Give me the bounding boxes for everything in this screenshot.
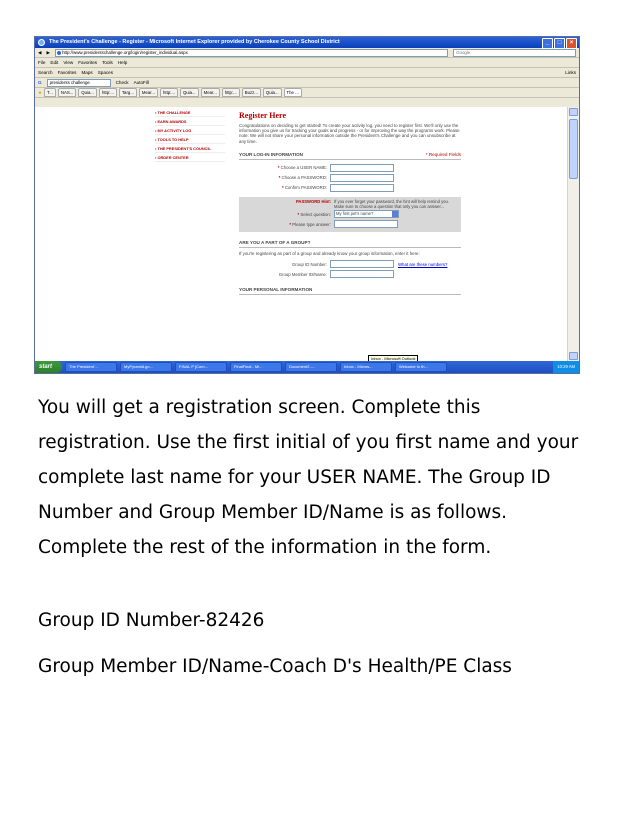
left-navigation [155, 108, 225, 162]
tab[interactable]: Mear... [201, 88, 220, 97]
start-button[interactable]: start [35, 361, 62, 373]
google-toolbar [35, 78, 579, 88]
instructions-paragraph: You will get a registration screen. Complete this registration. Use the first initial of you first name and your complete last name for your USER NAME. The Group ID Number and Group Member ID/Name is as follows. Complete the rest of the information in the form. [38, 397, 579, 558]
nav-tools-to-help[interactable]: • TOOLS TO HELP [155, 135, 225, 144]
answer-input[interactable] [334, 220, 398, 228]
menu-edit[interactable]: Edit [50, 60, 59, 65]
window-title: The President's Challenge - Register - Microsoft Internet Explorer provided by Cherokee County School District [49, 39, 340, 45]
login-section-heading: YOUR LOG-IN INFORMATION * Required Fields [239, 150, 461, 160]
taskbar-item[interactable]: Document2 -... [285, 362, 337, 372]
group-help-link[interactable]: What are these numbers? [398, 261, 448, 267]
system-clock: 10:29 AM [553, 361, 579, 373]
personal-section-heading: YOUR PERSONAL INFORMATION [239, 285, 461, 295]
username-input[interactable] [330, 164, 394, 172]
member-label: Group Member ID/Name: [278, 271, 327, 277]
group-text: If you're registering as part of a group and already know your group information, enter it here: [239, 251, 420, 257]
browser-screenshot [34, 36, 580, 374]
taskbar-item[interactable]: Inbox - Micros... [340, 362, 392, 372]
tab-active[interactable]: The ... [284, 88, 302, 97]
google-autofill[interactable]: AutoFill [133, 80, 149, 85]
menu-favorites[interactable]: Favorites [78, 60, 98, 65]
username-label: * Choose a USER NAME: [277, 165, 327, 171]
maximize-button[interactable]: □ [554, 38, 565, 49]
scroll-up-icon[interactable] [569, 108, 578, 116]
ie-icon [38, 39, 45, 46]
scroll-thumb[interactable] [569, 119, 578, 179]
taskbar-item[interactable]: FINAL P [Com... [175, 362, 227, 372]
forward-icon[interactable]: ▶ [46, 49, 51, 55]
member-input[interactable] [330, 270, 394, 278]
taskbar-item[interactable]: FinalFinal - Mi... [230, 362, 282, 372]
vertical-scrollbar[interactable] [567, 107, 579, 361]
minimize-button[interactable]: _ [542, 38, 553, 49]
password-label: * Choose a PASSWORD: [278, 175, 327, 181]
windows-taskbar [35, 361, 579, 373]
back-icon[interactable]: ◀ [38, 49, 42, 55]
toolbar-spaces[interactable]: Spaces [97, 70, 114, 75]
question-select[interactable]: My first pet's name? [334, 210, 399, 218]
confirm-password-input[interactable] [330, 184, 394, 192]
hint-text: If you ever forget your password, the hint will help remind you. Make sure to choose a question that only you can answer... [334, 198, 449, 209]
question-label: * Select question: [297, 211, 331, 217]
tab[interactable]: Mear... [139, 88, 158, 97]
tab[interactable]: http:... [222, 88, 240, 97]
tab[interactable]: T... [44, 88, 56, 97]
group-id-instruction: Group ID Number-82426 [38, 610, 265, 631]
registration-form [239, 111, 461, 295]
group-section-heading: ARE YOU A PART OF A GROUP? [239, 238, 461, 248]
tab-strip [35, 88, 579, 98]
menu-help[interactable]: Help [117, 60, 128, 65]
google-check[interactable]: Check [115, 80, 129, 85]
taskbar-item[interactable]: MyPyramid.go... [120, 362, 172, 372]
taskbar-item[interactable]: Welcome to th... [395, 362, 447, 372]
address-input[interactable]: http://www.presidentschallenge.org/login/register_individual.aspx [55, 49, 448, 57]
tab[interactable]: http:... [99, 88, 117, 97]
menu-file[interactable]: File [38, 60, 46, 65]
google-logo: G [38, 80, 42, 85]
tab[interactable]: NAS... [58, 88, 76, 97]
google-search-input[interactable]: presidents challenge [47, 79, 111, 87]
toolbar-search[interactable]: Search [38, 70, 53, 75]
tab[interactable]: Quia... [180, 88, 199, 97]
toolbar-maps[interactable]: Maps [81, 70, 93, 75]
address-bar [35, 48, 579, 58]
answer-label: * Please type answer: [289, 221, 331, 227]
group-member-instruction: Group Member ID/Name-Coach D's Health/PE Class [38, 656, 512, 677]
group-id-input[interactable] [330, 260, 394, 268]
links-toolbar [35, 68, 579, 78]
register-title: Register Here [239, 111, 287, 120]
favorites-star-icon[interactable]: ★ [38, 89, 43, 95]
tab[interactable]: Quia... [78, 88, 97, 97]
group-id-label: Group ID Number: [291, 261, 327, 267]
hint-label: PASSWORD Hint: [295, 198, 331, 204]
nav-earn-awards[interactable]: • EARN AWARDS [155, 117, 225, 126]
tab[interactable]: Targ... [119, 88, 137, 97]
live-search-input[interactable]: Google [453, 49, 576, 57]
nav-presidents-council[interactable]: • THE PRESIDENT'S COUNCIL [155, 144, 225, 153]
password-hint-box [239, 197, 461, 233]
tab[interactable]: Buzz... [242, 88, 261, 97]
intro-text: Congratulations on deciding to get started! To create your activity log, you need to register first. We'll only use the information you give us for tracking your goals and progress - or for improving the way the programs work. Please note: We will not share your personal information outside the President's Challenge and you can unsubscribe at any time. [239, 123, 460, 144]
nav-the-challenge[interactable]: • THE CHALLENGE [155, 108, 225, 117]
nav-my-activity-log[interactable]: • MY ACTIVITY LOG [155, 126, 225, 135]
toolbar-links[interactable]: Links [565, 70, 576, 75]
menu-bar [35, 58, 579, 68]
taskbar-tooltip: Inbox - Microsoft Outlook [368, 355, 418, 363]
scroll-down-icon[interactable] [569, 352, 578, 360]
password-input[interactable] [330, 174, 394, 182]
menu-view[interactable]: View [63, 60, 74, 65]
tab[interactable]: Quia... [263, 88, 282, 97]
confirm-password-label: * Confirm PASSWORD: [281, 185, 327, 191]
close-button[interactable]: × [566, 38, 577, 49]
window-titlebar [35, 37, 579, 48]
web-page [35, 107, 567, 361]
tab[interactable]: http:... [160, 88, 178, 97]
required-note: * Required Fields [425, 151, 461, 157]
nav-order-center[interactable]: • ORDER CENTER [155, 153, 225, 162]
menu-tools[interactable]: Tools [102, 60, 113, 65]
toolbar-favorites[interactable]: Favorites [57, 70, 77, 75]
taskbar-item[interactable]: The President'... [65, 362, 117, 372]
